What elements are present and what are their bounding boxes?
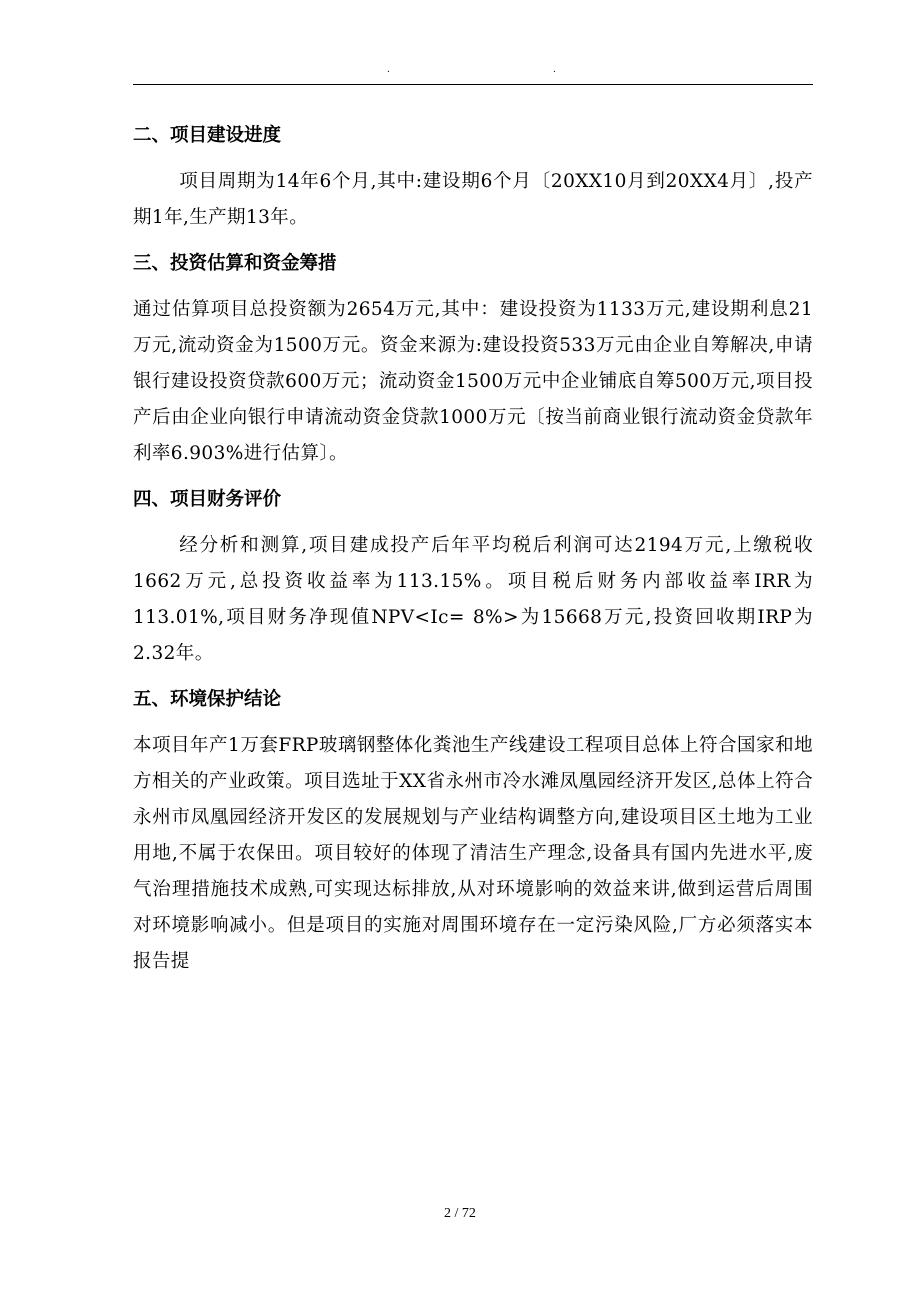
section-heading-progress: 二、项目建设进度 [133,125,282,146]
page-number: 2 / 72 [444,1206,476,1221]
section-paragraph-environment: 本项目年产1万套FRP玻璃钢整体化粪池生产线建设工程项目总体上符合国家和地方相关的产业政策。项目选址于XX省永州市冷水滩凤凰园经济开发区,总体上符合永州市凤凰园经济开发区的发展规划与产业结构调整方向,建设项目区土地为工业用地,不属于农保田。项目较好的体现了清洁生产理念,设备具有国内先进水平,废气治理措施技术成熟,可实现达标排放,从对环境影响的效益来讲,做到运营后周围对环境影响减小。但是项目的实施对周围环境存在一定污染风险,厂方必须落实本报告提 [133,735,813,972]
section-paragraph-progress: 项目周期为14年6个月,其中:建设期6个月〔20XX10月到20XX4月〕,投产期1年,生产期13年。 [133,171,813,228]
page-header [133,62,813,85]
section-heading-investment: 三、投资估算和资金筹措 [133,253,337,274]
header-mark-right: . [553,65,556,75]
header-mark-left: . [387,65,390,75]
section-heading-environment: 五、环境保护结论 [133,689,282,710]
section-heading-finance: 四、项目财务评价 [133,489,282,510]
section-paragraph-finance: 经分析和测算,项目建成投产后年平均税后利润可达2194万元,上缴税收1662万元,总投资收益率为113.15%。项目税后财务内部收益率IRR为113.01%,项目财务净现值NPV<Ic= 8%>为15668万元,投资回收期IRP为2.32年。 [133,535,813,664]
document-body [133,118,813,990]
section-paragraph-investment: 通过估算项目总投资额为2654万元,其中：建设投资为1133万元,建设期利息21万元,流动资金为1500万元。资金来源为:建设投资533万元由企业自筹解决,申请银行建设投资贷款600万元；流动资金1500万元中企业铺底自筹500万元,项目投产后由企业向银行申请流动资金贷款1000万元〔按当前商业银行流动资金贷款年利率6.903%进行估算〕。 [133,299,813,464]
